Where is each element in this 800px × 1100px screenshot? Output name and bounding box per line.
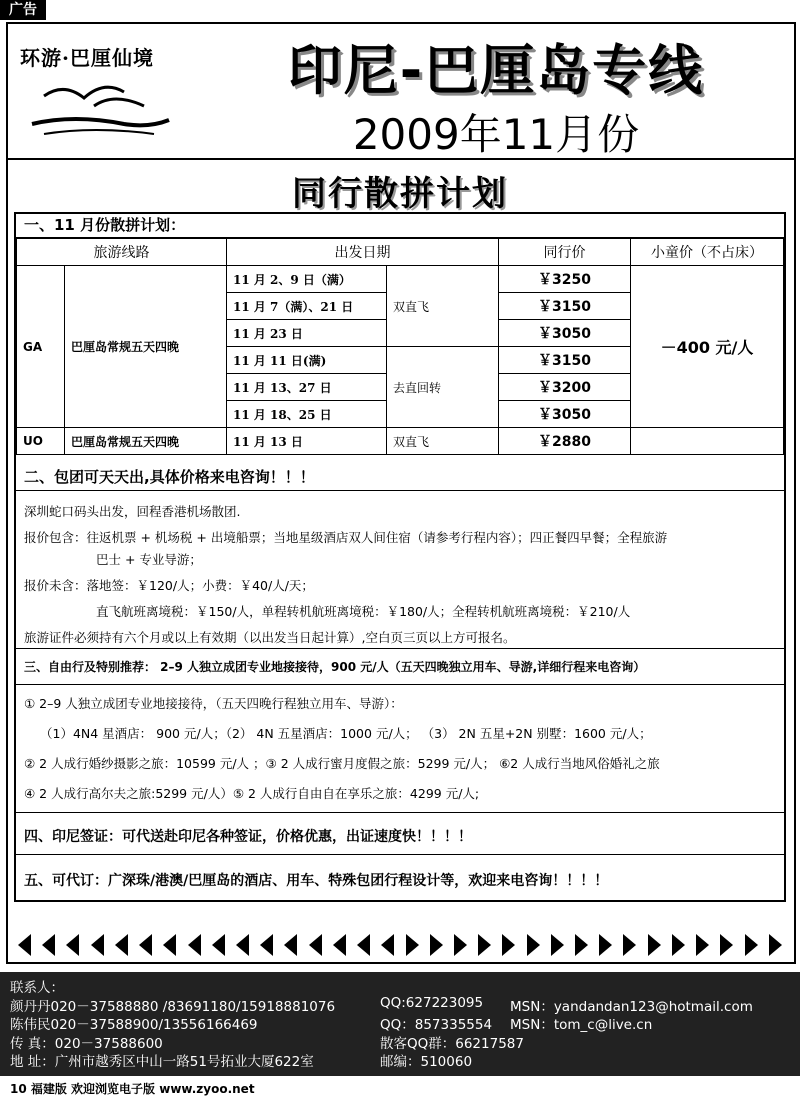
flight-type: 双直飞 (387, 266, 499, 347)
arrow-left-icon (91, 934, 104, 956)
plan-heading-3: 三、自由行及特别推荐： 2–9 人独立成团专业地接接待，900 元/人（五天四晚独立用车、导游,详细行程来电咨询） (24, 660, 646, 674)
arrow-left-icon (236, 934, 249, 956)
depart-info: 深圳蛇口码头出发，回程香港机场散团. (24, 504, 241, 519)
col-child-price: 小童价（不占床） (631, 239, 784, 266)
arrow-left-icon (357, 934, 370, 956)
arrow-right-icon (648, 934, 661, 956)
arrow-divider (18, 934, 782, 960)
arrow-right-icon (623, 934, 636, 956)
arrow-left-icon (333, 934, 346, 956)
divider (16, 812, 784, 813)
address: 地 址：广州市越秀区中山一路51号拓业大厦622室 (10, 1054, 314, 1070)
arrow-right-icon (502, 934, 515, 956)
contact-2-phone: 陈伟民020－37588900/13556166469 (10, 1017, 258, 1033)
depart-date: 11 月 11 日(满) (227, 347, 387, 374)
ad-label: 广告 (0, 0, 46, 20)
flight-type: 双直飞 (387, 428, 499, 455)
col-date: 出发日期 (227, 239, 499, 266)
price-includes-cont: 巴士 + 专业导游； (96, 552, 202, 567)
depart-date: 11 月 7（满）、21 日 (227, 293, 387, 320)
arrow-right-icon (720, 934, 733, 956)
plan-heading-5: 五、可代订：广深珠/港澳/巴厘岛的酒店、用车、特殊包团行程设计等，欢迎来电咨询！！！！ (24, 873, 609, 889)
price: ￥3200 (499, 374, 631, 401)
depart-date: 11 月 13 日 (227, 428, 387, 455)
arrow-left-icon (260, 934, 273, 956)
arrow-left-icon (139, 934, 152, 956)
contact-1-msn: MSN：yandandan123@hotmail.com (510, 998, 753, 1015)
arrow-right-icon (454, 934, 467, 956)
depart-date: 11 月 13、27 日 (227, 374, 387, 401)
price-excludes: 报价未含：落地签：￥120/人；小费：￥40/人/天； (24, 578, 314, 593)
contact-1-qq: QQ:627223095 (380, 994, 484, 1011)
divider (16, 490, 784, 491)
col-route: 旅游线路 (17, 239, 227, 266)
price: ￥3050 (499, 401, 631, 428)
postcode: 邮编：510060 (380, 1054, 473, 1070)
plan-heading-2: 二、包团可天天出,具体价格来电咨询！！！ (24, 468, 315, 486)
empty-cell (631, 428, 784, 455)
price: ￥3150 (499, 347, 631, 374)
arrow-right-icon (551, 934, 564, 956)
arrow-right-icon (406, 934, 419, 956)
recommend-1-detail: （1）4N4 星酒店： 900 元/人；（2） 4N 五星酒店：1000 元/人； （3） 2N 五星+2N 别墅：1600 元/人； (40, 726, 652, 741)
tour-table (16, 238, 784, 455)
price: ￥3150 (499, 293, 631, 320)
contact-2-msn: MSN：tom_c@live.cn (510, 1017, 653, 1033)
arrow-right-icon (478, 934, 491, 956)
passport-note: 旅游证件必须持有六个月或以上有效期（以出发当日起计算）,空白页三页以上方可报名。 (24, 630, 516, 645)
section-title: 同行散拼计划 (292, 174, 508, 214)
route-name: 巴厘岛常规五天四晚 (65, 266, 227, 428)
airline-code: GA (17, 266, 65, 428)
recommend-1: ① 2–9 人独立成团专业地接接待，（五天四晚行程独立用车、导游）： (24, 696, 403, 711)
sub-title: 2009年11月份 (352, 110, 640, 159)
arrow-right-icon (696, 934, 709, 956)
arrow-right-icon (430, 934, 443, 956)
plan-heading-1: 一、11 月份散拼计划： (16, 214, 784, 238)
arrow-right-icon (769, 934, 782, 956)
child-price: －400 元/人 (631, 266, 784, 428)
fax: 传 真：020－37588600 (10, 1035, 163, 1052)
logo-text: 环游·巴厘仙境 (20, 46, 154, 70)
arrow-left-icon (18, 934, 31, 956)
arrow-right-icon (575, 934, 588, 956)
divider (16, 684, 784, 685)
arrow-left-icon (284, 934, 297, 956)
arrow-left-icon (42, 934, 55, 956)
divider (16, 854, 784, 855)
contacts-label: 联系人： (10, 980, 64, 996)
price: ￥3050 (499, 320, 631, 347)
route-name: 巴厘岛常规五天四晚 (65, 428, 227, 455)
contact-1-phone: 颜丹丹020－37588880 /83691180/15918881076 (10, 998, 336, 1015)
divider (16, 648, 784, 649)
qq-group: 散客QQ群：66217587 (380, 1035, 524, 1052)
departure-tax: 直飞航班离境税：￥150/人，单程转机航班离境税：￥180/人；全程转机航班离境税：￥210/人 (96, 604, 631, 619)
depart-date: 11 月 18、25 日 (227, 401, 387, 428)
recommend-2: ② 2 人成行婚纱摄影之旅：10599 元/人 ；③ 2 人成行蜜月度假之旅：5299 元/人； ⑥2 人成行当地风俗婚礼之旅 (24, 756, 660, 771)
arrow-left-icon (163, 934, 176, 956)
arrow-right-icon (599, 934, 612, 956)
contacts-panel (0, 972, 800, 1076)
arrow-left-icon (309, 934, 322, 956)
flight-type: 去直回转 (387, 347, 499, 428)
arrow-right-icon (672, 934, 685, 956)
arrow-left-icon (115, 934, 128, 956)
plan-heading-4: 四、印尼签证：可代送赴印尼各种签证，价格优惠，出证速度快！！！！ (24, 829, 472, 845)
price: ￥3250 (499, 266, 631, 293)
page-footer: 10 福建版 欢迎浏览电子版 www.zyoo.net (10, 1082, 255, 1096)
arrow-left-icon (381, 934, 394, 956)
plan-box (14, 212, 786, 902)
main-title: 印尼-巴厘岛专线 (287, 39, 705, 102)
depart-date: 11 月 23 日 (227, 320, 387, 347)
contact-2-qq: QQ：857335554 (380, 1017, 493, 1033)
airline-code: UO (17, 428, 65, 455)
arrow-left-icon (66, 934, 79, 956)
arrow-right-icon (745, 934, 758, 956)
price: ￥2880 (499, 428, 631, 455)
recommend-3: ④ 2 人成行高尔夫之旅:5299 元/人）⑤ 2 人成行自由自在享乐之旅：4299 元/人; (24, 786, 480, 801)
arrow-left-icon (188, 934, 201, 956)
table-row (17, 266, 784, 293)
col-price: 同行价 (499, 239, 631, 266)
depart-date: 11 月 2、9 日（满） (227, 266, 387, 293)
price-includes: 报价包含：往返机票 + 机场税 + 出境船票；当地星级酒店双人间住宿（请参考行程内容）；四正餐四早餐；全程旅游 (24, 530, 668, 545)
arrow-right-icon (527, 934, 540, 956)
table-row (17, 428, 784, 455)
arrow-left-icon (212, 934, 225, 956)
